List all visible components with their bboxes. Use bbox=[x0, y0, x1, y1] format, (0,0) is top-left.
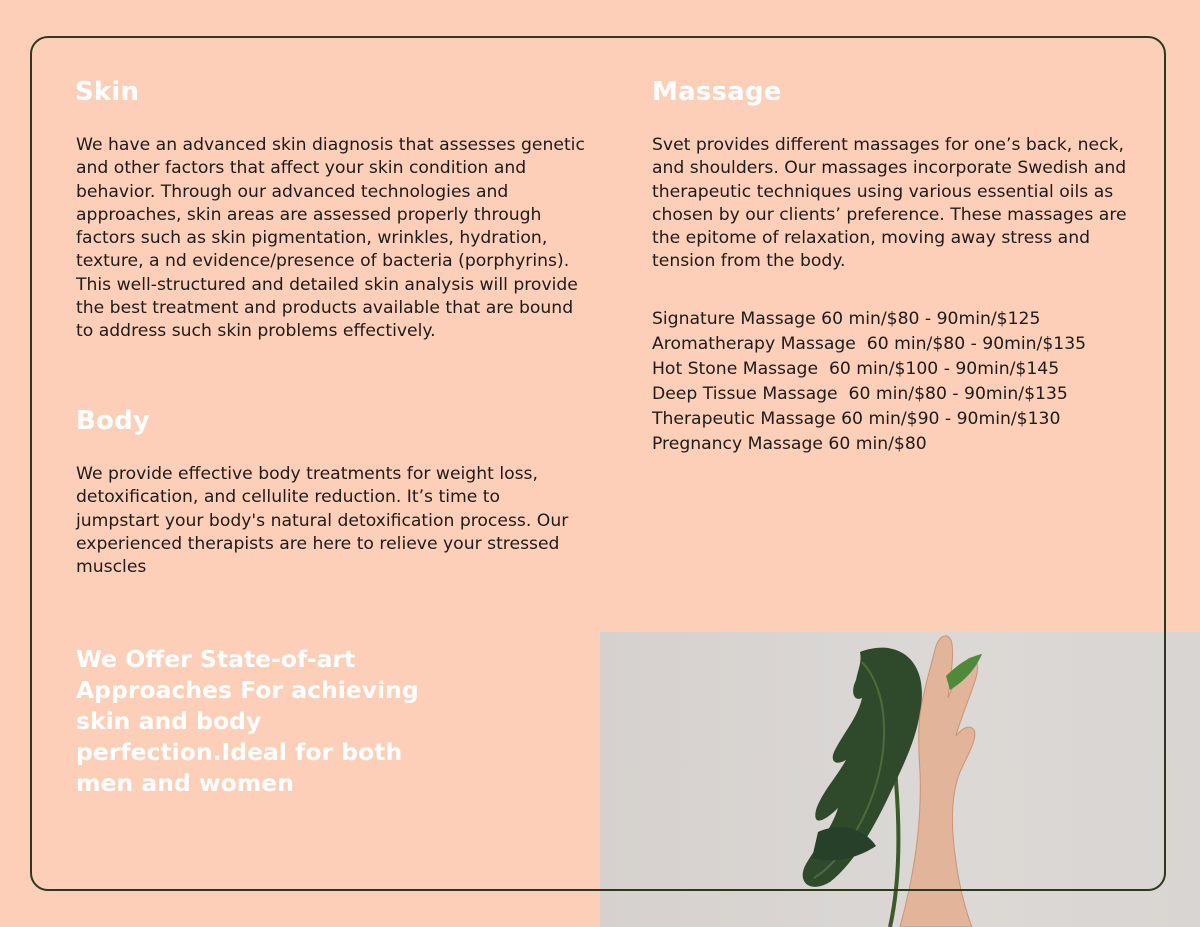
massage-price-list bbox=[652, 307, 1172, 457]
price-list-item: Deep Tissue Massage 60 min/$80 - 90min/$135 bbox=[652, 384, 1068, 404]
massage-heading: Massage bbox=[652, 77, 782, 107]
price-list-item: Pregnancy Massage 60 min/$80 bbox=[652, 434, 927, 454]
price-list-item: Therapeutic Massage 60 min/$90 - 90min/$130 bbox=[652, 409, 1061, 429]
skin-heading: Skin bbox=[75, 77, 140, 107]
tagline: We Offer State-of-art Approaches For achieving skin and body perfection.Ideal for both men and women bbox=[76, 645, 419, 797]
hand-leaf-photo bbox=[600, 632, 1200, 927]
massage-description: Svet provides different massages for one’s back, neck, and shoulders. Our massages incorporate Swedish and therapeutic techniques using various essential oils as chosen by our clients’ preference. These massages are the epitome of relaxation, moving away stress and tension from the body. bbox=[652, 135, 1127, 272]
price-list-item: Hot Stone Massage 60 min/$100 - 90min/$145 bbox=[652, 359, 1060, 379]
body-description: We provide effective body treatments for weight loss, detoxification, and cellulite reduction. It’s time to jumpstart your body's natural detoxification process. Our experienced therapists are here to relieve your stressed muscles bbox=[76, 464, 569, 578]
price-list-item: Aromatherapy Massage 60 min/$80 - 90min/$135 bbox=[652, 334, 1087, 354]
hand-holding-leaf-icon bbox=[600, 632, 1200, 927]
skin-description: We have an advanced skin diagnosis that assesses genetic and other factors that affect your skin condition and behavior. Through our advanced technologies and approaches, skin areas are assessed properly through factors such as skin pigmentation, wrinkles, hydration, texture, a nd evidence/presence of bacteria (porphyrins). This well-structured and detailed skin analysis will provide the best treatment and products available that are bound to address such skin problems effectively. bbox=[76, 135, 585, 342]
body-heading: Body bbox=[76, 406, 151, 436]
price-list-item: Signature Massage 60 min/$80 - 90min/$125 bbox=[652, 309, 1041, 329]
